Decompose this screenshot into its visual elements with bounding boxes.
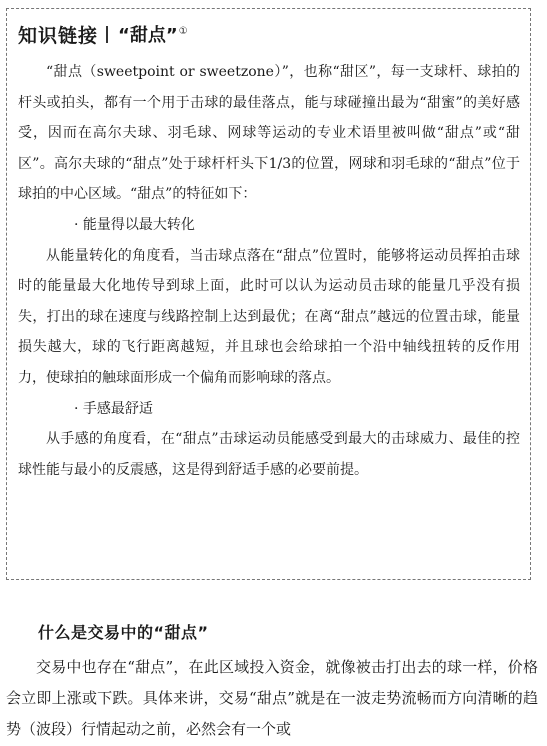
feature-1-title: · 能量得以最大转化: [74, 216, 195, 233]
knowledge-box-title: 知识链接: [18, 24, 99, 47]
term-text: “甜点”: [118, 25, 178, 46]
knowledge-box-term: [118, 21, 188, 47]
section-body-paragraph: 交易中也存在“甜点”，在此区域投入资金，就像被击打出去的球一样，价格会立即上涨或下跌。具体来讲，交易“甜点”就是在一波走势流畅而方向清晰的趋势（波段）行情起动之前，必然会有一个或: [6, 658, 538, 738]
feature-2-paragraph: 从手感的角度看，在“甜点”击球运动员能感受到最大的击球威力、最佳的控球性能与最小的反震感，这是得到舒适手感的必要前提。: [18, 431, 520, 478]
title-divider: [106, 26, 108, 43]
intro-paragraph: “甜点（sweetpoint or sweetzone）”，也称“甜区”，每一支球杆、球拍的杆头或拍头，都有一个用于击球的最佳落点，能与球碰撞出最为“甜蜜”的美好感受，因而在高尔夫球、羽毛球、网球等运动的专业术语里被叫做“甜点”或“甜区”。高尔夫球的“甜点”处于球杆杆头下1/3的位置，网球和羽毛球的“甜点”位于球拍的中心区域。“甜点”的特征如下：: [18, 64, 520, 203]
knowledge-box: [6, 8, 531, 580]
knowledge-box-header: [18, 15, 520, 53]
feature-1-paragraph: 从能量转化的角度看，当击球点落在“甜点”位置时，能够将运动员挥拍击球时的能量最大化地传导到球上面，此时可以认为运动员击球的能量几乎没有损失，打出的球在速度与线路控制上达到最优；在离“甜点”越远的位置击球，能量损失越大，球的飞行距离越短，并且球也会给球拍一个沿中轴线扭转的反作用力，使球拍的触球面形成一个偏角而影响球的落点。: [18, 247, 520, 386]
section-heading: 什么是交易中的“甜点”: [38, 623, 209, 642]
feature-2-title: · 手感最舒适: [74, 400, 153, 417]
footnote-mark: ①: [178, 26, 188, 37]
